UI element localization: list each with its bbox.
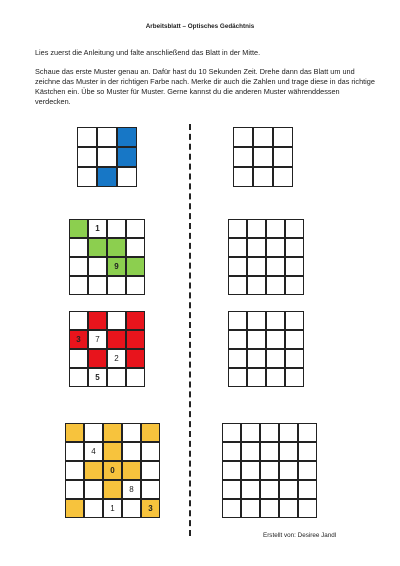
blank-cell bbox=[273, 167, 293, 187]
pattern-cell bbox=[69, 349, 88, 368]
pattern-cell bbox=[97, 147, 117, 167]
blank-cell bbox=[222, 442, 241, 461]
blank-cell bbox=[260, 461, 279, 480]
blank-cell bbox=[279, 480, 298, 499]
worksheet-title: Arbeitsblatt – Optisches Gedächtnis bbox=[145, 23, 255, 30]
blank-cell bbox=[228, 276, 247, 295]
pattern-cell: 0 bbox=[103, 461, 122, 480]
pattern-cell bbox=[107, 276, 126, 295]
blank-cell bbox=[266, 330, 285, 349]
pattern-cell bbox=[126, 349, 145, 368]
blank-cell bbox=[241, 480, 260, 499]
blank-cell bbox=[279, 461, 298, 480]
blank-cell bbox=[260, 442, 279, 461]
blank-cell bbox=[285, 368, 304, 387]
blank-cell bbox=[233, 147, 253, 167]
pattern-cell bbox=[103, 480, 122, 499]
pattern-cell bbox=[69, 276, 88, 295]
pattern-cell bbox=[126, 330, 145, 349]
blank-cell bbox=[247, 219, 266, 238]
pattern-cell bbox=[97, 167, 117, 187]
pattern-cell bbox=[126, 257, 145, 276]
pattern-grid-4 bbox=[65, 423, 160, 518]
pattern-cell bbox=[122, 423, 141, 442]
blank-cell bbox=[285, 219, 304, 238]
blank-cell bbox=[222, 423, 241, 442]
blank-cell bbox=[253, 127, 273, 147]
pattern-cell: 9 bbox=[107, 257, 126, 276]
pattern-cell bbox=[107, 330, 126, 349]
pattern-cell bbox=[122, 461, 141, 480]
pattern-cell bbox=[122, 442, 141, 461]
pattern-cell bbox=[88, 238, 107, 257]
pattern-cell bbox=[69, 238, 88, 257]
blank-cell bbox=[279, 499, 298, 518]
blank-cell bbox=[298, 442, 317, 461]
pattern-cell bbox=[103, 442, 122, 461]
blank-cell bbox=[298, 423, 317, 442]
pattern-cell bbox=[69, 311, 88, 330]
blank-cell bbox=[298, 461, 317, 480]
instruction-paragraph-2: Schaue das erste Muster genau an. Dafür hast du 10 Sekunden Zeit. Drehe dann das Blatt um und zeichne das Muster in der richtigen Farbe nach. Merke dir auch die Zahlen und trage diese in das richtige Kästchen ein. Übe so Muster für Muster. Gerne kannst du die anderen Muster währenddessen verdecken. bbox=[35, 67, 375, 106]
pattern-cell bbox=[77, 127, 97, 147]
instruction-paragraph-1: Lies zuerst die Anleitung und falte anschließend das Blatt in der Mitte. bbox=[35, 48, 261, 57]
pattern-cell bbox=[88, 349, 107, 368]
blank-cell bbox=[266, 276, 285, 295]
blank-cell bbox=[266, 349, 285, 368]
blank-cell bbox=[228, 257, 247, 276]
blank-cell bbox=[260, 423, 279, 442]
blank-cell bbox=[228, 349, 247, 368]
blank-cell bbox=[228, 311, 247, 330]
blank-cell bbox=[241, 499, 260, 518]
pattern-cell bbox=[126, 311, 145, 330]
pattern-cell bbox=[126, 368, 145, 387]
blank-cell bbox=[266, 368, 285, 387]
pattern-cell bbox=[141, 423, 160, 442]
pattern-cell: 7 bbox=[88, 330, 107, 349]
blank-cell bbox=[222, 499, 241, 518]
blank-cell bbox=[266, 238, 285, 257]
blank-cell bbox=[247, 257, 266, 276]
blank-cell bbox=[285, 349, 304, 368]
blank-grid-4 bbox=[222, 423, 317, 518]
blank-cell bbox=[241, 442, 260, 461]
pattern-cell: 1 bbox=[88, 219, 107, 238]
blank-cell bbox=[279, 423, 298, 442]
pattern-cell bbox=[107, 238, 126, 257]
blank-cell bbox=[222, 461, 241, 480]
blank-cell bbox=[228, 368, 247, 387]
pattern-cell bbox=[69, 257, 88, 276]
pattern-cell bbox=[84, 480, 103, 499]
pattern-cell: 3 bbox=[141, 499, 160, 518]
blank-cell bbox=[247, 238, 266, 257]
blank-cell bbox=[247, 311, 266, 330]
pattern-cell bbox=[117, 167, 137, 187]
pattern-cell bbox=[84, 499, 103, 518]
pattern-cell: 3 bbox=[69, 330, 88, 349]
pattern-cell bbox=[107, 311, 126, 330]
blank-cell bbox=[285, 330, 304, 349]
blank-cell bbox=[247, 330, 266, 349]
pattern-grid-3 bbox=[69, 311, 145, 387]
blank-cell bbox=[260, 499, 279, 518]
pattern-grid-1 bbox=[77, 127, 137, 187]
blank-cell bbox=[233, 127, 253, 147]
pattern-grid-2 bbox=[69, 219, 145, 295]
blank-cell bbox=[253, 147, 273, 167]
pattern-cell bbox=[65, 423, 84, 442]
fold-line bbox=[189, 124, 191, 536]
blank-cell bbox=[241, 423, 260, 442]
pattern-cell bbox=[69, 368, 88, 387]
blank-cell bbox=[247, 368, 266, 387]
pattern-cell bbox=[122, 499, 141, 518]
pattern-cell bbox=[107, 219, 126, 238]
blank-grid-3 bbox=[228, 311, 304, 387]
blank-cell bbox=[228, 330, 247, 349]
blank-cell bbox=[285, 276, 304, 295]
pattern-cell: 4 bbox=[84, 442, 103, 461]
blank-grid-1 bbox=[233, 127, 293, 187]
blank-cell bbox=[285, 257, 304, 276]
blank-cell bbox=[222, 480, 241, 499]
blank-cell bbox=[266, 311, 285, 330]
pattern-cell bbox=[126, 238, 145, 257]
pattern-cell bbox=[126, 219, 145, 238]
blank-cell bbox=[228, 238, 247, 257]
pattern-cell bbox=[107, 368, 126, 387]
pattern-cell bbox=[141, 480, 160, 499]
blank-cell bbox=[241, 461, 260, 480]
blank-cell bbox=[273, 147, 293, 167]
pattern-cell bbox=[84, 461, 103, 480]
pattern-cell bbox=[117, 127, 137, 147]
pattern-cell bbox=[84, 423, 103, 442]
pattern-cell bbox=[69, 219, 88, 238]
blank-cell bbox=[247, 276, 266, 295]
pattern-cell bbox=[65, 461, 84, 480]
blank-cell bbox=[266, 219, 285, 238]
pattern-cell bbox=[77, 167, 97, 187]
pattern-cell bbox=[65, 442, 84, 461]
pattern-cell bbox=[141, 461, 160, 480]
pattern-cell: 2 bbox=[107, 349, 126, 368]
pattern-cell bbox=[97, 127, 117, 147]
pattern-cell: 8 bbox=[122, 480, 141, 499]
blank-cell bbox=[247, 349, 266, 368]
blank-cell bbox=[298, 499, 317, 518]
pattern-cell bbox=[103, 423, 122, 442]
blank-grid-2 bbox=[228, 219, 304, 295]
blank-cell bbox=[260, 480, 279, 499]
pattern-cell bbox=[77, 147, 97, 167]
blank-cell bbox=[266, 257, 285, 276]
blank-cell bbox=[279, 442, 298, 461]
pattern-cell bbox=[65, 480, 84, 499]
blank-cell bbox=[298, 480, 317, 499]
blank-cell bbox=[253, 167, 273, 187]
pattern-cell bbox=[141, 442, 160, 461]
blank-cell bbox=[285, 311, 304, 330]
author-credit: Erstellt von: Desiree Jandl bbox=[263, 532, 337, 539]
pattern-cell bbox=[117, 147, 137, 167]
blank-cell bbox=[285, 238, 304, 257]
blank-cell bbox=[273, 127, 293, 147]
pattern-cell: 5 bbox=[88, 368, 107, 387]
blank-cell bbox=[228, 219, 247, 238]
pattern-cell bbox=[126, 276, 145, 295]
pattern-cell: 1 bbox=[103, 499, 122, 518]
pattern-cell bbox=[65, 499, 84, 518]
pattern-cell bbox=[88, 276, 107, 295]
pattern-cell bbox=[88, 311, 107, 330]
blank-cell bbox=[233, 167, 253, 187]
pattern-cell bbox=[88, 257, 107, 276]
